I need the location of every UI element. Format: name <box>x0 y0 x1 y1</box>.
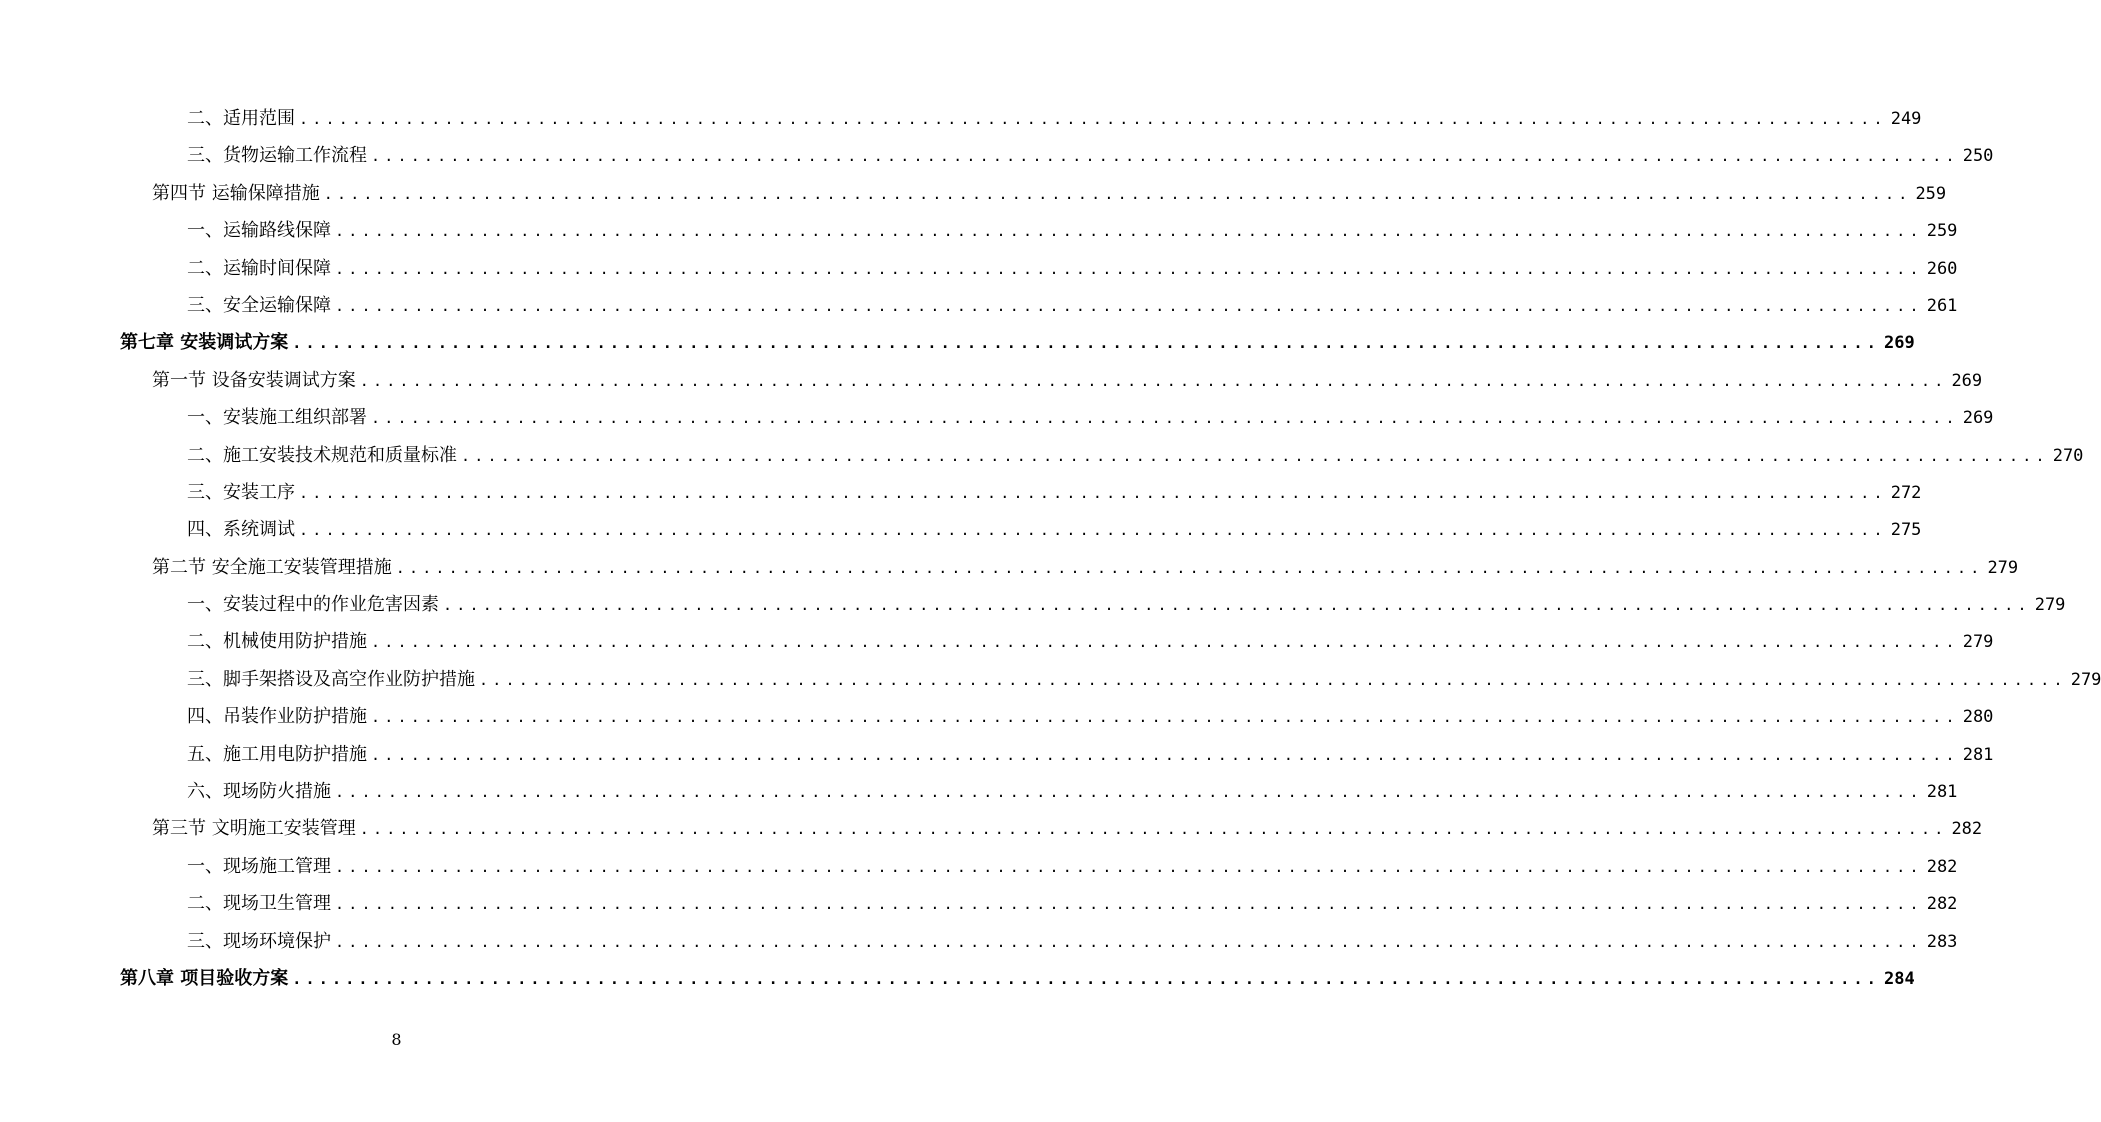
dot-leader: ........................................................................................................................ <box>335 259 1923 278</box>
toc-entry-item <box>0 100 1922 137</box>
toc-entry-title: 第四节 运输保障措施 <box>152 182 320 204</box>
toc-entry-line <box>152 175 1947 213</box>
toc-entry-page: 269 <box>1951 370 1983 391</box>
toc-entry-page: 261 <box>1926 295 1958 316</box>
toc-entry-section <box>0 549 2019 586</box>
toc-entry-line <box>152 549 2019 587</box>
toc-entry-page: 250 <box>1962 146 1994 167</box>
dot-leader: ........................................................................................................................ <box>335 783 1923 802</box>
toc-entry-title: 三、安装工序 <box>187 481 295 503</box>
toc-entry-item <box>0 736 1994 773</box>
toc-entry-chapter <box>0 324 1915 361</box>
toc-entry-page: 281 <box>1962 744 1994 765</box>
toc-entry-item <box>0 885 1958 922</box>
dot-leader: ........................................................................................................................ <box>292 334 1880 353</box>
toc-entry-line <box>187 250 1958 288</box>
toc-entry-chapter <box>0 960 1915 997</box>
toc-entry-page: 249 <box>1890 109 1922 129</box>
dot-leader: ........................................................................................................................ <box>335 222 1923 241</box>
dot-leader: ........................................................................................................................ <box>292 969 1880 988</box>
toc-entry-line <box>187 212 1958 250</box>
toc-entry-line <box>187 773 1958 811</box>
toc-entry-line <box>187 623 1994 661</box>
toc-entry-title: 第三节 文明施工安装管理 <box>152 818 356 840</box>
toc-entry-line <box>187 399 1994 437</box>
dot-leader: ........................................................................................................................ <box>359 371 1948 390</box>
toc-entry-title: 三、安全运输保障 <box>187 294 331 316</box>
toc-entry-line <box>187 848 1958 886</box>
dot-leader: ........................................................................................................................ <box>443 596 2031 615</box>
toc-entry-line <box>187 100 1922 138</box>
dot-leader: ........................................................................................................................ <box>335 932 1923 951</box>
toc-entry-page: 280 <box>1962 707 1994 728</box>
dot-leader: ........................................................................................................................ <box>335 857 1923 876</box>
toc-entry-title: 二、适用范围 <box>187 108 295 129</box>
toc-entry-line <box>187 474 1922 512</box>
toc-entry-line <box>187 736 1994 774</box>
toc-entry-line <box>187 923 1958 961</box>
toc-entry-page: 282 <box>1926 856 1958 877</box>
toc-entry-line <box>187 661 2101 699</box>
toc-entry-section <box>0 175 1947 212</box>
toc-entry-page: 279 <box>1962 632 1994 653</box>
toc-entry-title: 二、运输时间保障 <box>187 257 331 279</box>
toc-entry-page: 279 <box>2070 669 2101 690</box>
dot-leader: ........................................................................................................................ <box>461 446 2049 465</box>
toc-entry-item <box>0 287 1958 324</box>
toc-entry-title: 二、机械使用防护措施 <box>187 631 367 653</box>
dot-leader: ........................................................................................................................ <box>299 521 1887 540</box>
toc-entry-page: 279 <box>1987 557 2019 578</box>
toc-entry-page: 281 <box>1926 782 1958 803</box>
toc-entry-title: 五、施工用电防护措施 <box>187 743 367 765</box>
dot-leader: ........................................................................................................................ <box>299 483 1887 502</box>
toc-entry-title: 二、施工安装技术规范和质量标准 <box>187 444 457 466</box>
toc-entry-title: 二、现场卫生管理 <box>187 893 331 915</box>
toc-entry-page: 270 <box>2052 445 2084 466</box>
dot-leader: ........................................................................................................................ <box>371 147 1959 166</box>
toc-entry-title: 四、吊装作业防护措施 <box>187 706 367 728</box>
toc-entry-item <box>0 137 1994 174</box>
toc-entry-title: 一、安装过程中的作业危害因素 <box>187 594 439 616</box>
toc-entry-page: 279 <box>2034 595 2066 616</box>
toc-entry-item <box>0 437 2084 474</box>
toc-entry-page: 269 <box>1883 333 1915 354</box>
toc-entry-item <box>0 623 1994 660</box>
toc-entry-page: 259 <box>1926 221 1958 242</box>
toc-entry-line <box>120 324 1915 362</box>
dot-leader: ........................................................................................................................ <box>323 184 1912 203</box>
toc-entry-page: 272 <box>1890 482 1922 503</box>
toc-entry-title: 一、安装施工组织部署 <box>187 407 367 429</box>
dot-leader: ........................................................................................................................ <box>335 296 1923 315</box>
dot-leader: ........................................................................................................................ <box>371 409 1959 428</box>
dot-leader: ........................................................................................................................ <box>359 820 1948 839</box>
toc-entry-item <box>0 773 1958 810</box>
toc-entry-item <box>0 511 1922 548</box>
toc-entry-item <box>0 923 1958 960</box>
toc-entry-line <box>187 287 1958 325</box>
toc-entry-page: 269 <box>1962 408 1994 429</box>
dot-leader: ........................................................................................................................ <box>395 558 1984 577</box>
dot-leader: ........................................................................................................................ <box>335 895 1923 914</box>
toc-entry-page: 259 <box>1915 183 1947 204</box>
toc-entry-section <box>0 362 1983 399</box>
toc-entry-line <box>120 960 1915 998</box>
toc-entry-title: 一、现场施工管理 <box>187 855 331 877</box>
dot-leader: ........................................................................................................................ <box>479 670 2067 689</box>
toc-entry-line <box>187 137 1994 175</box>
toc-entry-line <box>187 437 2084 475</box>
dot-leader: ........................................................................................................................ <box>371 708 1959 727</box>
toc-entry-page: 283 <box>1926 931 1958 952</box>
toc-entry-page: 282 <box>1926 894 1958 915</box>
toc-entry-title: 三、货物运输工作流程 <box>187 145 367 167</box>
toc-entry-line <box>152 362 1983 400</box>
toc-entry-line <box>187 698 1994 736</box>
toc-entry-item <box>0 250 1958 287</box>
toc-entry-page: 282 <box>1951 819 1983 840</box>
toc-entry-item <box>0 399 1994 436</box>
toc-entry-title: 第八章 项目验收方案 <box>120 967 289 989</box>
toc-entry-item <box>0 661 2101 698</box>
toc-entry-line <box>152 810 1983 848</box>
dot-leader: ........................................................................................................................ <box>299 110 1887 128</box>
toc-entry-title: 三、现场环境保护 <box>187 930 331 952</box>
toc-entry-title: 第二节 安全施工安装管理措施 <box>152 556 392 578</box>
toc-entry-item <box>0 212 1958 249</box>
toc-entry-item <box>0 698 1994 735</box>
toc-entry-title: 三、脚手架搭设及高空作业防护措施 <box>187 668 475 690</box>
page-number: 8 <box>391 1030 402 1049</box>
toc-entry-title: 六、现场防火措施 <box>187 781 331 803</box>
toc-entry-line <box>187 586 2066 624</box>
toc-entry-line <box>187 511 1922 549</box>
toc-entry-section <box>0 810 1983 847</box>
toc-entry-title: 四、系统调试 <box>187 519 295 541</box>
toc-entry-line <box>187 885 1958 923</box>
dot-leader: ........................................................................................................................ <box>371 745 1959 764</box>
toc-entry-item <box>0 848 1958 885</box>
toc-entry-item <box>0 474 1922 511</box>
toc-entry-item <box>0 586 2066 623</box>
toc-entry-page: 275 <box>1890 520 1922 541</box>
toc-entry-title: 第一节 设备安装调试方案 <box>152 369 356 391</box>
toc-entry-page: 284 <box>1883 968 1915 989</box>
toc-entry-title: 第七章 安装调试方案 <box>120 332 289 354</box>
table-of-contents <box>0 100 2101 997</box>
toc-entry-title: 一、运输路线保障 <box>187 220 331 242</box>
dot-leader: ........................................................................................................................ <box>371 633 1959 652</box>
toc-entry-page: 260 <box>1926 258 1958 279</box>
